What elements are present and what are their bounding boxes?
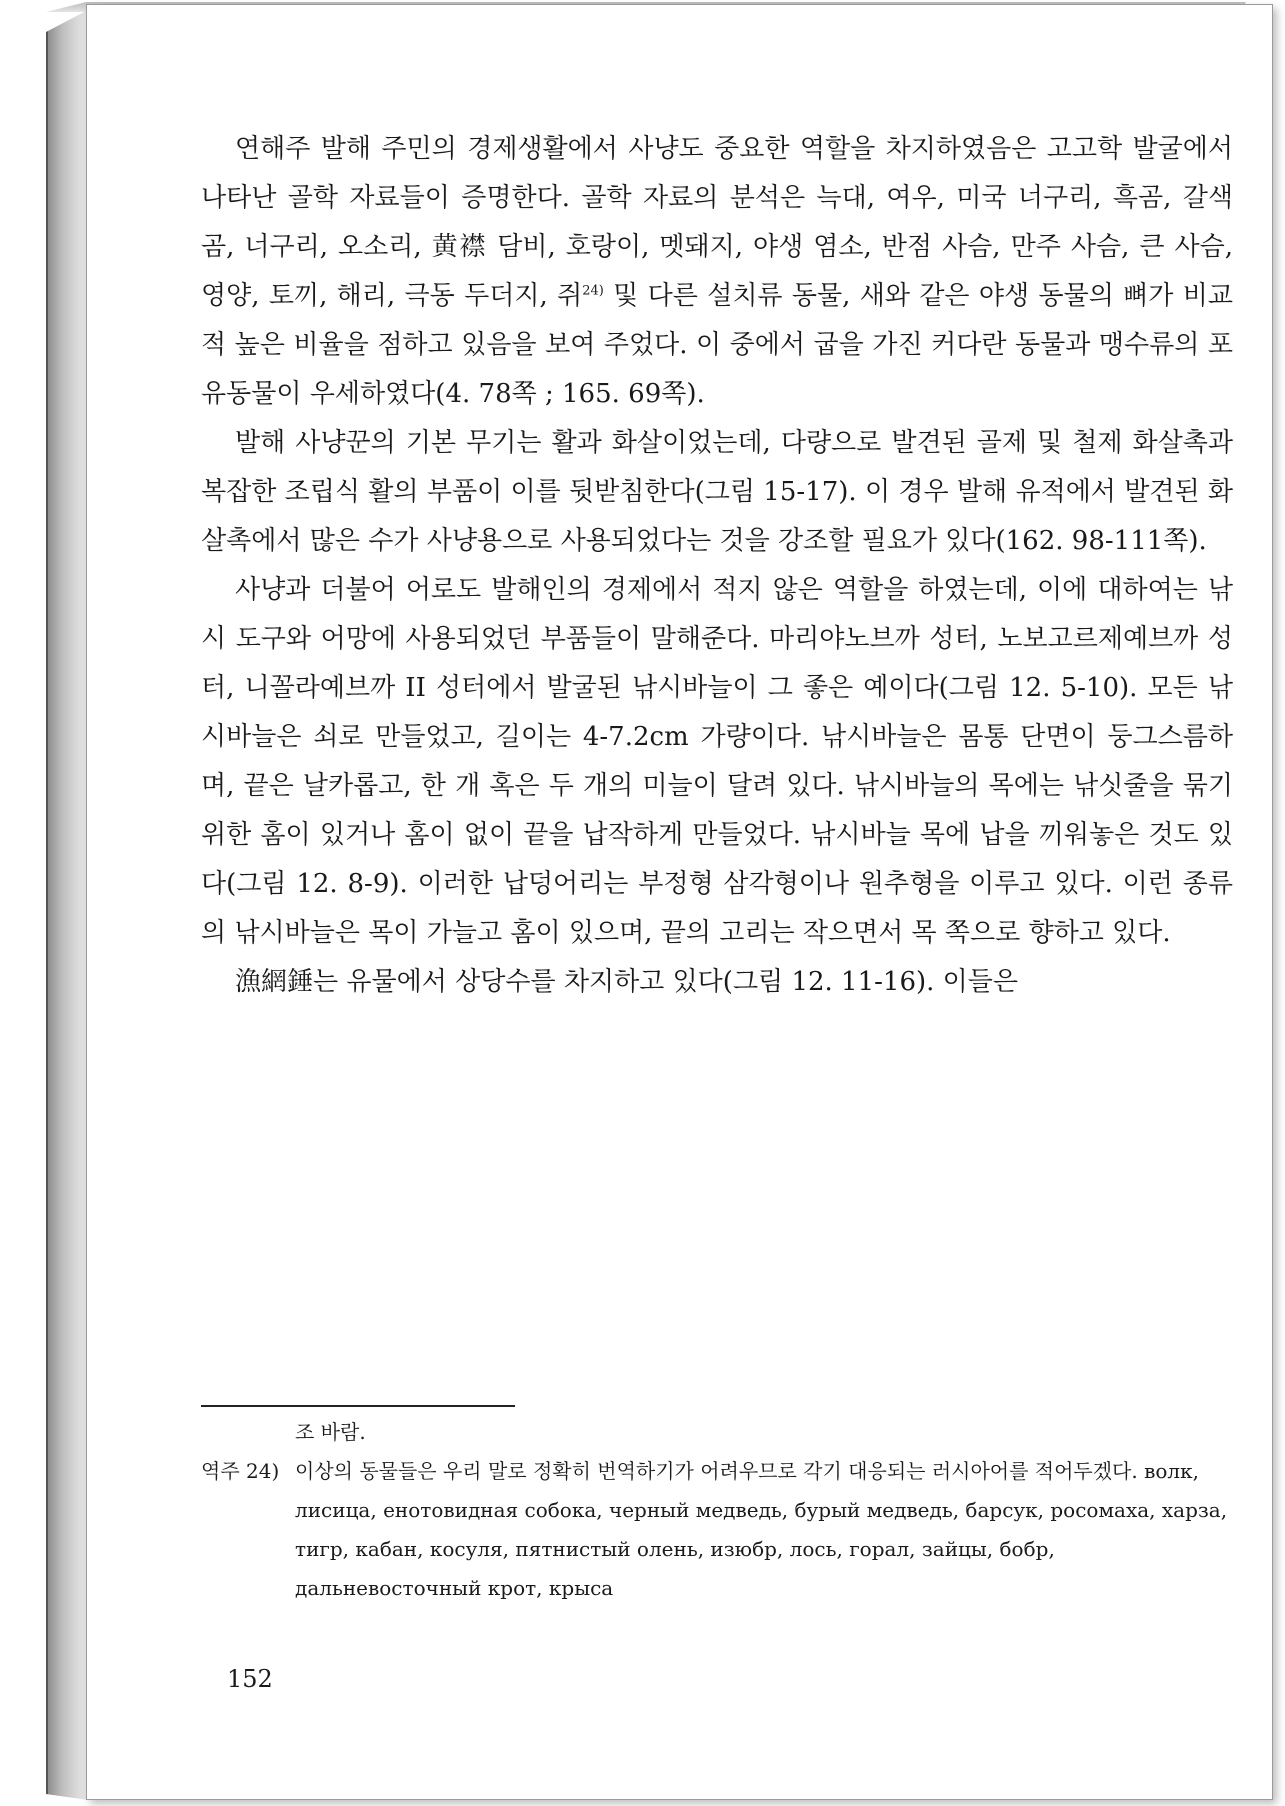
- paragraph-hunting-fauna: [201, 125, 1233, 419]
- footnote-label: 역주 24): [201, 1459, 280, 1483]
- book-spine: [46, 10, 88, 1800]
- footnote-24: [201, 1452, 1241, 1608]
- footnote-text-korean: 이상의 동물들은 우리 말로 정확히 번역하기가 어려우므로 각기 대응되는 러시아어를 적어두겠다.: [295, 1459, 1138, 1483]
- body-text: [201, 125, 1233, 1007]
- paragraph-net-sinkers: 漁網錘는 유물에서 상당수를 차지하고 있다(그림 12. 11-16). 이들은: [235, 967, 1019, 997]
- footnote-text-russian: волк, лисица, енотовидная собока, черный медведь, бурый медведь, барсук, росомаха, харза, тигр, кабан, косуля, пятнистый олень, изюбр, лось, горал, зайцы, бобр, дальневосточный крот, крыса: [295, 1459, 1228, 1600]
- paragraph-text: 및 다른 설치류 동물, 새와 같은 야생 동물의 뼈가 비교적 높은 비율을 점하고 있음을 보여 주었다. 이 중에서 굽을 가진 커다란 동물과 맹수류의 포유동물이 우세하였다(4. 78쪽 ; 165. 69쪽).: [201, 281, 1233, 409]
- page-number: 152: [227, 1665, 273, 1693]
- book-page: [86, 4, 1273, 1800]
- footnote-body: [295, 1452, 1241, 1608]
- paragraph-hunting-weapons: 발해 사냥꾼의 기본 무기는 활과 화살이었는데, 다량으로 발견된 골제 및 철제 화살촉과 복잡한 조립식 활의 부품이 이를 뒷받침한다(그림 15-17). 이 경우 발해 유적에서 발견된 화살촉에서 많은 수가 사냥용으로 사용되었다는 것을 강조할 필요가 있다(162. 98-111쪽).: [201, 428, 1233, 556]
- paragraph-text: 연해주 발해 주민의 경제생활에서 사냥도 중요한 역할을 차지하였음은 고고학 발굴에서 나타난 골학 자료들이 증명한다. 골학 자료의 분석은 늑대, 여우, 미국 너구리, 흑곰, 갈색 곰, 너구리, 오소리, 黄襟 담비, 호랑이, 멧돼지, 야생 염소, 반점 사슴, 만주 사슴, 큰 사슴, 영양, 토끼, 해리, 극동 두더지, 쥐: [201, 134, 1233, 311]
- footnotes: [201, 1413, 1241, 1608]
- footnote-divider: [201, 1405, 515, 1407]
- footnote-continuation: 조 바람.: [295, 1420, 366, 1444]
- paragraph-fishing-hooks: 사냥과 더불어 어로도 발해인의 경제에서 적지 않은 역할을 하였는데, 이에 대하여는 낚시 도구와 어망에 사용되었던 부품들이 말해준다. 마리야노브까 성터, 노보고르제예브까 성터, 니꼴라예브까 II 성터에서 발굴된 낚시바늘이 그 좋은 예이다(그림 12. 5-10). 모든 낚시바늘은 쇠로 만들었고, 길이는 4-7.2cm 가량이다. 낚시바늘은 몸통 단면이 둥그스름하며, 끝은 날카롭고, 한 개 혹은 두 개의 미늘이 달려 있다. 낚시바늘의 목에는 낚싯줄을 묶기 위한 홈이 있거나 홈이 없이 끝을 납작하게 만들었다. 낚시바늘 목에 납을 끼워놓은 것도 있다(그림 12. 8-9). 이러한 납덩어리는 부정형 삼각형이나 원추형을 이루고 있다. 이런 종류의 낚시바늘은 목이 가늘고 홈이 있으며, 끝의 고리는 작으면서 목 쪽으로 향하고 있다.: [201, 575, 1233, 948]
- footnote-ref-24: 24): [582, 283, 604, 299]
